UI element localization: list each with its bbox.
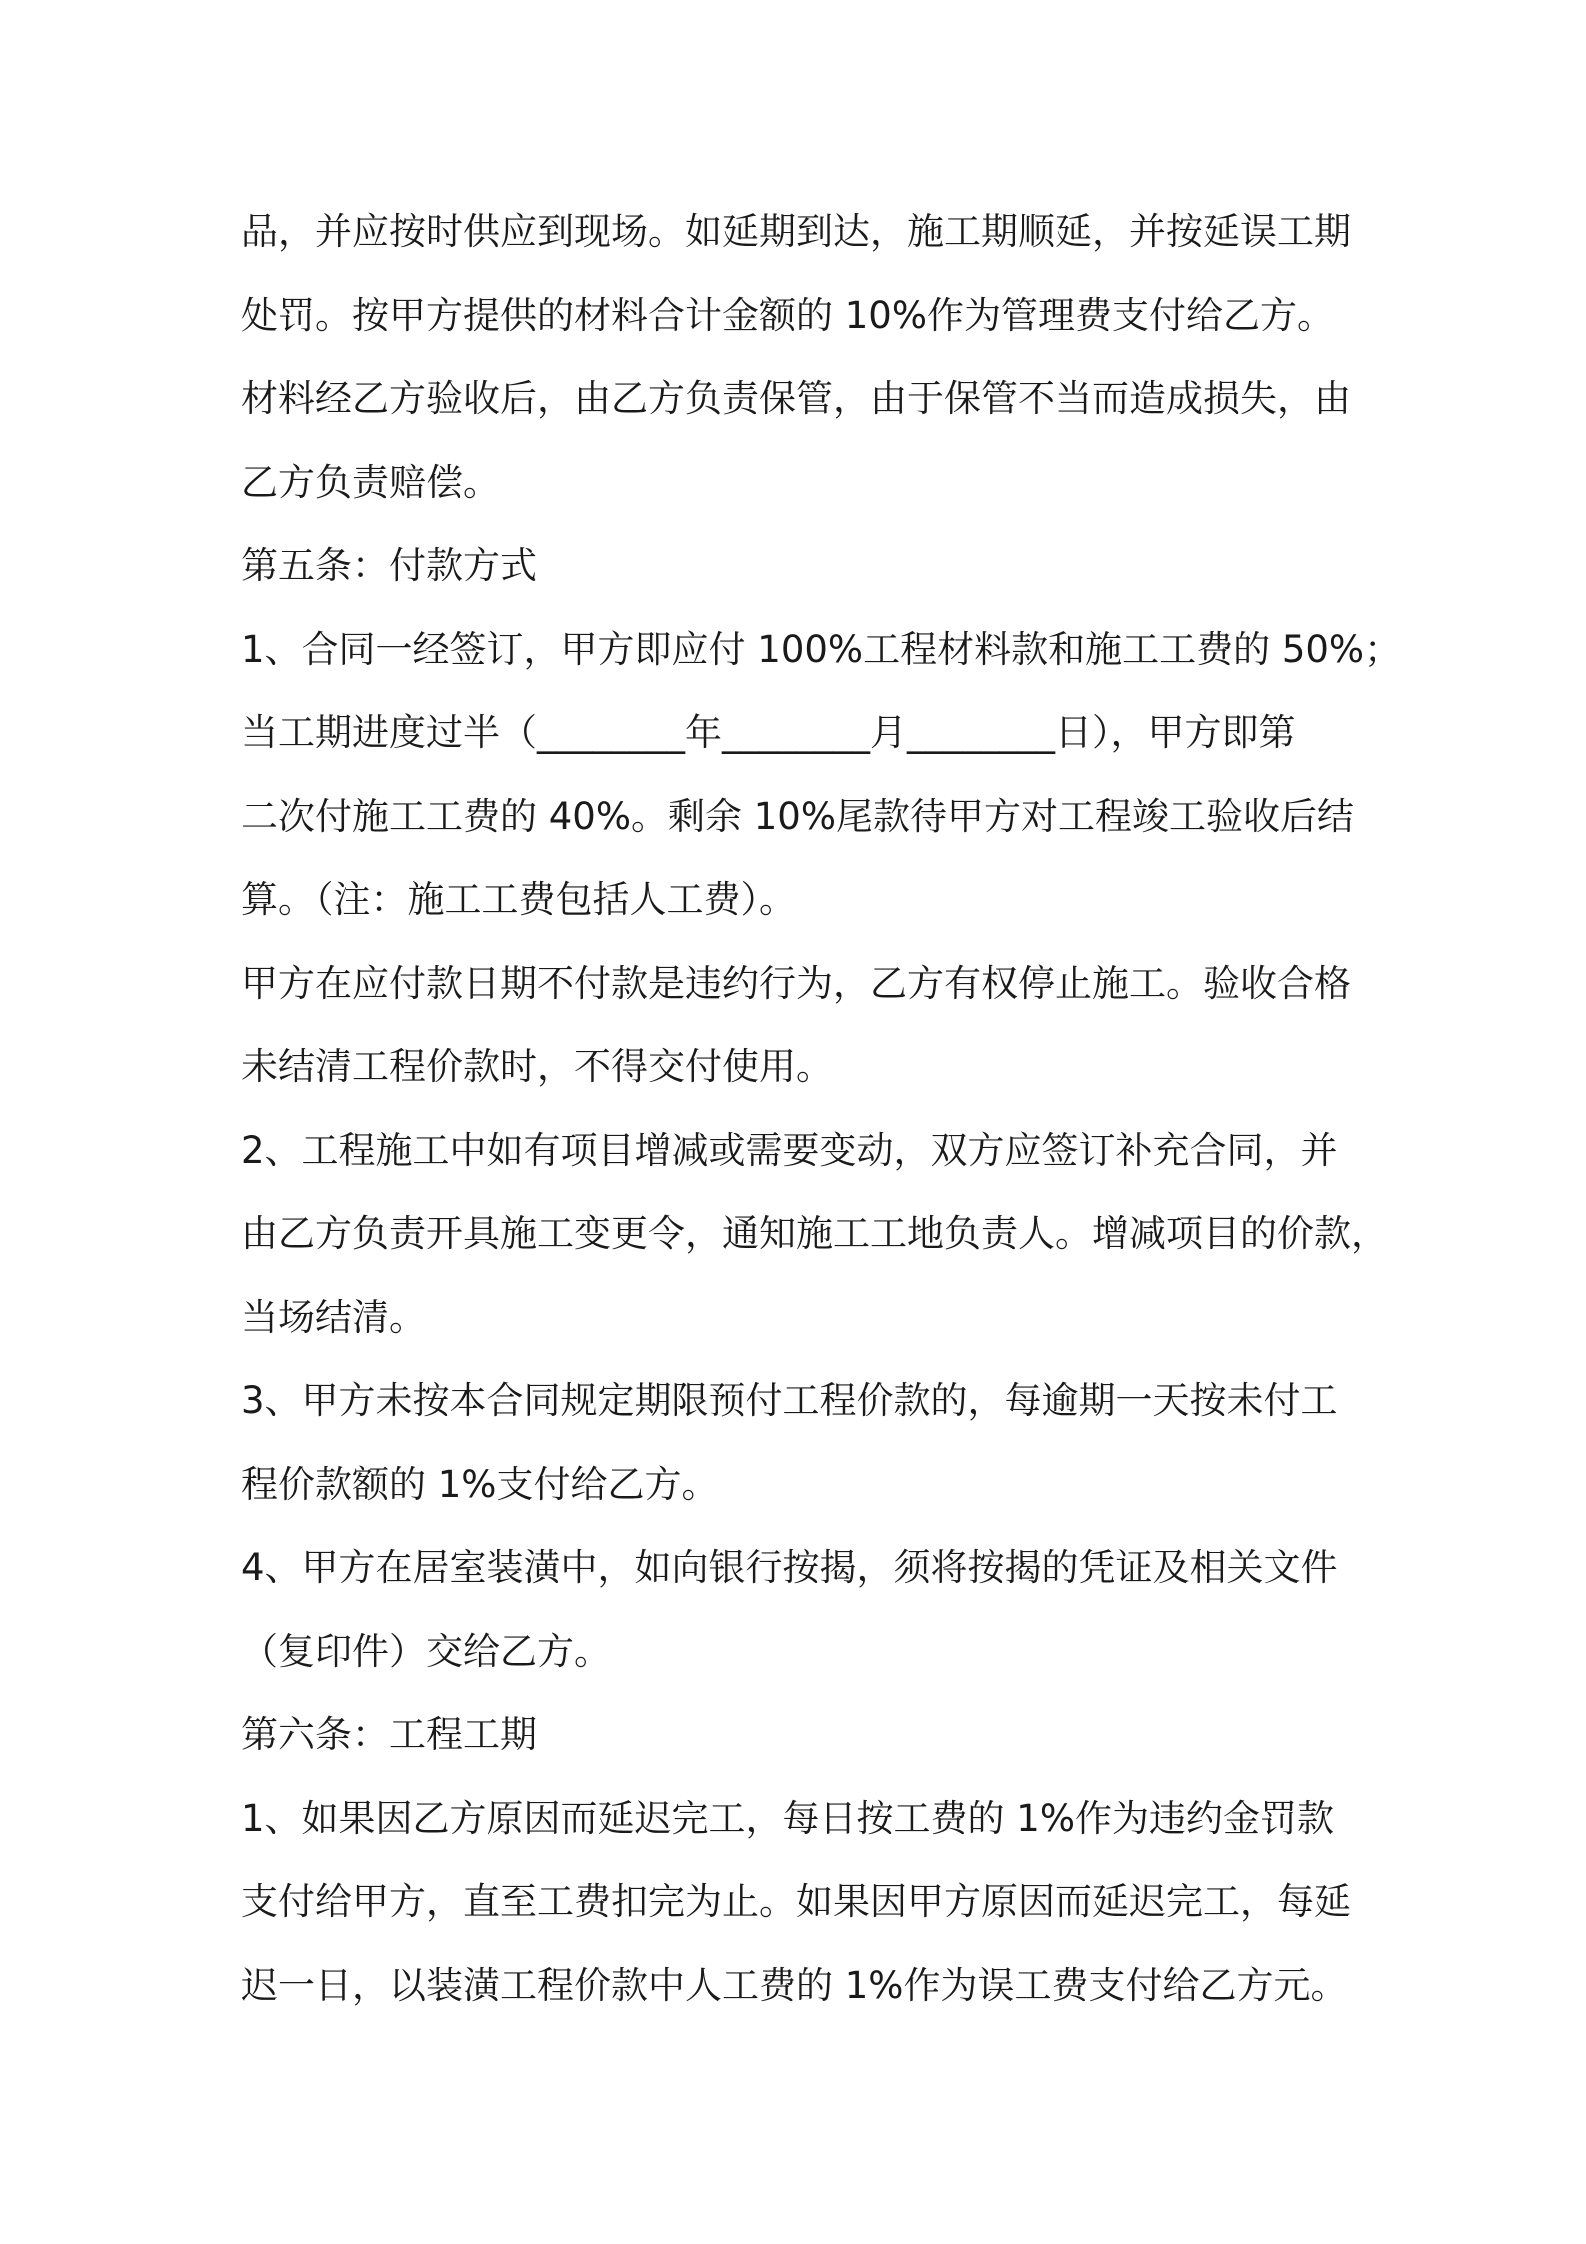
document-page — [241, 190, 1402, 2027]
text-line: 算。（注：施工工费包括人工费）。 — [241, 878, 796, 921]
text-line: 品，并应按时供应到现场。如延期到达，施工期顺延，并按延误工期 — [241, 210, 1351, 253]
text-line: 当工期进度过半（________年________月________日），甲方即第 — [241, 711, 1296, 754]
text-line: 1、合同一经签订，甲方即应付 100%工程材料款和施工工费的 50%； — [241, 627, 1402, 671]
text-line: 程价款额的 1%支付给乙方。 — [241, 1462, 719, 1506]
text-line: 甲方在应付款日期不付款是违约行为，乙方有权停止施工。验收合格 — [241, 961, 1351, 1005]
text-line: 3、甲方未按本合同规定期限预付工程价款的，每逾期一天按未付工 — [241, 1379, 1338, 1422]
text-line: 迟一日，以装潢工程价款中人工费的 1%作为误工费支付给乙方元。 — [241, 1963, 1348, 2007]
section-heading: 第五条：付款方式 — [241, 544, 537, 587]
text-line: 未结清工程价款时，不得交付使用。 — [241, 1045, 833, 1088]
section-heading: 第六条：工程工期 — [241, 1713, 537, 1756]
text-line: 材料经乙方验收后，由乙方负责保管，由于保管不当而造成损失，由 — [241, 377, 1351, 420]
text-line: 由乙方负责开具施工变更令，通知施工工地负责人。增减项目的价款， — [241, 1212, 1388, 1255]
text-line: 当场结清。 — [241, 1295, 426, 1339]
text-line: 乙方负责赔偿。 — [241, 460, 500, 504]
text-line: 4、甲方在居室装潢中，如向银行按揭，须将按揭的凭证及相关文件 — [241, 1546, 1338, 1589]
text-line: （复印件）交给乙方。 — [241, 1629, 611, 1673]
text-line: 二次付施工工费的 40%。剩余 10%尾款待甲方对工程竣工验收后结 — [241, 794, 1354, 838]
text-line: 2、工程施工中如有项目增减或需要变动，双方应签订补充合同，并 — [241, 1128, 1338, 1172]
text-line: 1、如果因乙方原因而延迟完工，每日按工费的 1%作为违约金罚款 — [241, 1796, 1334, 1840]
text-line: 处罚。按甲方提供的材料合计金额的 10%作为管理费支付给乙方。 — [241, 293, 1334, 337]
text-line: 支付给甲方，直至工费扣完为止。如果因甲方原因而延迟完工，每延 — [241, 1880, 1351, 1923]
